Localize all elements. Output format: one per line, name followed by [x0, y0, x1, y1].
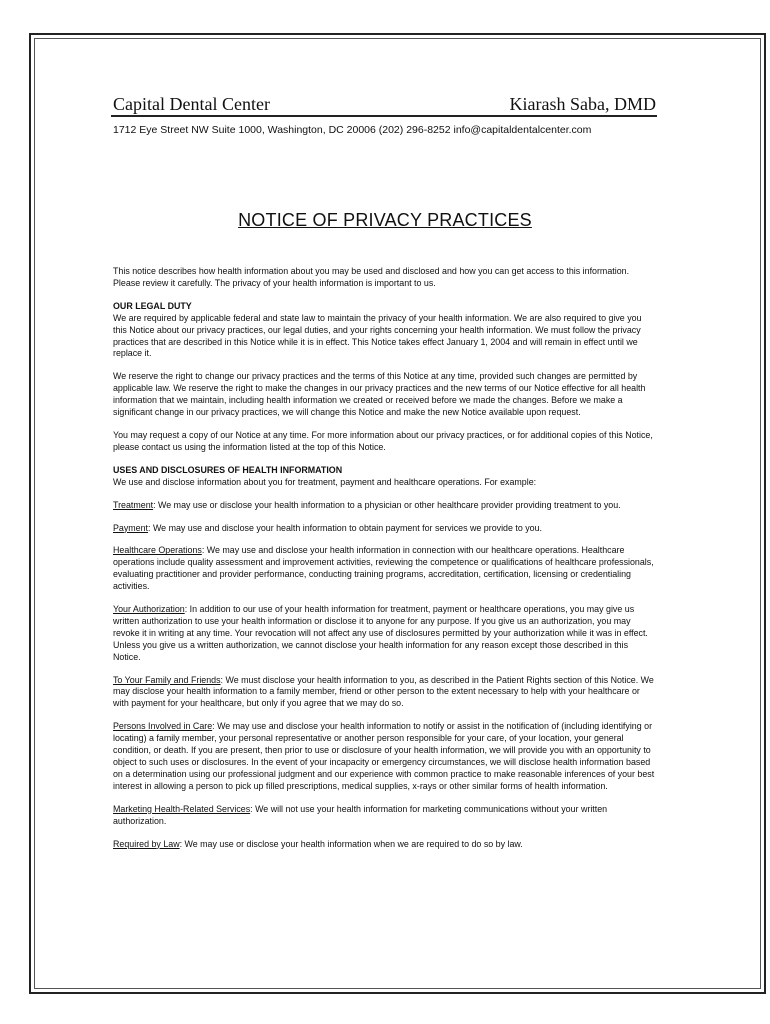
- uses-item-text: : We may use and disclose your health information to notify or assist in the notification of (including identifying or locating) a family member, your personal representative or another person responsible for your care, of your location, your general condition, or death. If you are present, then prior to use or disclosure of your health information, we will provide you with an opportunity to object to such uses or disclosures. In the event of your incapacity or emergency circumstances, we will disclose health information based on a determination using our professional judgment and our experience with common practice to make reasonable inferences of your best interest in allowing a person to pick up filled prescriptions, medical supplies, x-rays or other similar forms of health information.: [113, 721, 655, 791]
- uses-item-term: Marketing Health-Related Services: [113, 803, 251, 814]
- intro-paragraph: This notice describes how health information about you may be used and disclosed and how you can get access to this information. Please review it carefully. The privacy of your health information is important to us.: [113, 266, 630, 288]
- uses-item-term: Healthcare Operations: [113, 545, 202, 556]
- uses-item-persons-involved: [113, 721, 656, 792]
- uses-item-term: Your Authorization: [113, 604, 185, 615]
- uses-item-term: Required by Law: [113, 838, 180, 849]
- legal-duty-heading: OUR LEGAL DUTY: [113, 300, 192, 311]
- uses-item-text: : In addition to our use of your health information for treatment, payment or healthcare operations, you may give us written authorization to use your health information or disclose it to anyone for any purpose. If you give us an authorization, you may revoke it in writing at any time. Your revocation will not affect any use of disclosures permitted by your authorization while it was in effect. Unless you give us a written authorization, we cannot disclose your health information for any reason except those described in this Notice.: [113, 604, 648, 662]
- uses-heading: USES AND DISCLOSURES OF HEALTH INFORMATION: [113, 464, 343, 475]
- uses-item-text: : We may use or disclose your health information to a physician or other healthcare provider providing treatment to you.: [153, 499, 621, 510]
- letterhead: [113, 94, 656, 115]
- uses-item-text: : We must disclose your health information to you, as described in the Patient Rights section of this Notice. We may disclose your health information to a family member, friend or other person to the extent necessary to help with your healthcare or with payment for your healthcare, but only if you agree that we may do so.: [113, 674, 654, 709]
- uses-item-text: : We may use and disclose your health information to obtain payment for services we provide to you.: [148, 522, 543, 533]
- uses-item-text: : We will not use your health information for marketing communications without your written authorization.: [113, 803, 608, 826]
- uses-item-family-friends: [113, 675, 656, 711]
- letterhead-rule: [111, 115, 657, 117]
- uses-item-your-authorization: [113, 604, 656, 664]
- legal-duty-paragraph-3: You may request a copy of our Notice at any time. For more information about our privacy practices, or for additional copies of this Notice, please contact us using the information listed at the top of this Notice.: [113, 429, 653, 452]
- document-title-wrap: [0, 210, 770, 231]
- uses-item-treatment: [113, 500, 656, 512]
- legal-duty-paragraph-1: We are required by applicable federal and state law to maintain the privacy of your health information. We are also required to give you this Notice about our privacy practices, our legal duties, and your rights concerning your health information. We must follow the privacy practices that are described in this Notice while it is in effect. This Notice takes effect January 1, 2004 and will remain in effect until we replace it.: [113, 312, 642, 359]
- document-title: NOTICE OF PRIVACY PRACTICES: [238, 210, 532, 230]
- uses-intro: We use and disclose information about you for treatment, payment and healthcare operations. For example:: [113, 476, 537, 487]
- uses-item-required-by-law: [113, 839, 656, 851]
- legal-duty-paragraph-2: We reserve the right to change our privacy practices and the terms of this Notice at any time, provided such changes are permitted by applicable law. We reserve the right to make the changes in our privacy practices and the new terms of our Notice effective for all health information that we maintain, including health information we created or received before we made the changes. Before we make a significant change in our privacy practices, we will change this Notice and make the new Notice available upon request.: [113, 371, 646, 418]
- uses-item-term: To Your Family and Friends: [113, 674, 221, 685]
- uses-item-healthcare-operations: [113, 545, 656, 593]
- uses-item-text: : We may use and disclose your health information in connection with our healthcare operations. Healthcare operations include quality assessment and improvement activities, reviewing the competence or qualifications of healthcare professionals, evaluating practitioner and provider performance, conducting training programs, accreditation, certification, licensing or credentialing activities.: [113, 545, 654, 592]
- uses-item-text: : We may use or disclose your health information when we are required to do so by law.: [179, 838, 523, 849]
- uses-item-term: Persons Involved in Care: [113, 721, 213, 732]
- doctor-name: Kiarash Saba, DMD: [509, 94, 656, 114]
- practice-name: Capital Dental Center: [113, 94, 270, 114]
- address-line: 1712 Eye Street NW Suite 1000, Washington, DC 20006 (202) 296-8252 info@capitaldentalcenter.com: [113, 124, 592, 136]
- uses-item-payment: [113, 523, 656, 535]
- uses-item-term: Treatment: [113, 499, 154, 510]
- document-body: [113, 266, 656, 850]
- uses-item-marketing: [113, 804, 656, 828]
- uses-item-term: Payment: [113, 522, 149, 533]
